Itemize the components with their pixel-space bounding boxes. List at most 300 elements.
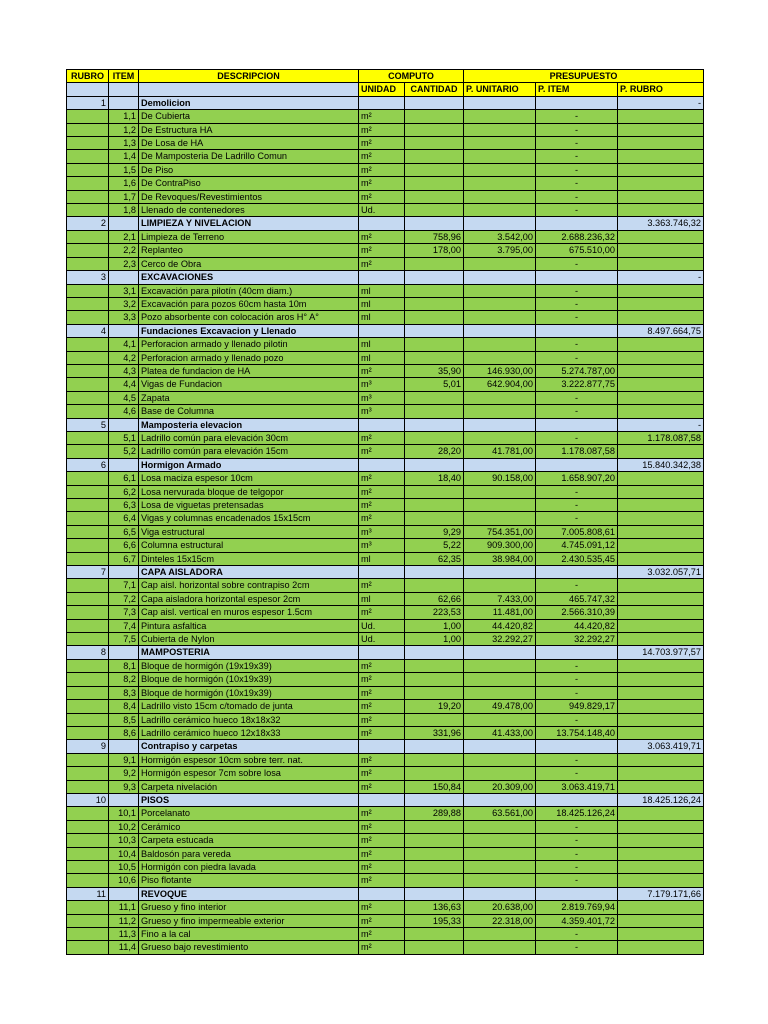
- item-price-cell[interactable]: 7.005.808,61: [536, 525, 618, 538]
- header-blank-cell[interactable]: [67, 83, 109, 96]
- rubro-cell[interactable]: [67, 512, 109, 525]
- quantity-cell[interactable]: [405, 431, 464, 444]
- rubro-cell[interactable]: 1: [67, 96, 109, 109]
- rubro-total-cell[interactable]: [618, 579, 704, 592]
- rubro-total-cell[interactable]: [618, 633, 704, 646]
- unit-price-cell[interactable]: 44.420,82: [464, 619, 536, 632]
- unit-cell[interactable]: m²: [359, 606, 405, 619]
- rubro-total-cell[interactable]: [618, 592, 704, 605]
- item-price-cell[interactable]: -: [536, 284, 618, 297]
- rubro-total-cell[interactable]: [618, 820, 704, 833]
- rubro-cell[interactable]: [67, 874, 109, 887]
- item-price-cell[interactable]: -: [536, 177, 618, 190]
- rubro-total-cell[interactable]: [618, 244, 704, 257]
- item-price-cell[interactable]: 32.292,27: [536, 633, 618, 646]
- unit-price-cell[interactable]: [464, 324, 536, 337]
- unit-price-cell[interactable]: [464, 351, 536, 364]
- unit-price-cell[interactable]: [464, 820, 536, 833]
- item-cell[interactable]: 7,5: [109, 633, 139, 646]
- description-cell[interactable]: Hormigon Armado: [139, 458, 359, 471]
- rubro-cell[interactable]: 5: [67, 418, 109, 431]
- item-price-cell[interactable]: -: [536, 767, 618, 780]
- rubro-cell[interactable]: [67, 257, 109, 270]
- description-cell[interactable]: Pozo absorbente con colocación aros H° A°: [139, 311, 359, 324]
- unit-cell[interactable]: m²: [359, 364, 405, 377]
- description-cell[interactable]: Capa aisladora horizontal espesor 2cm: [139, 592, 359, 605]
- item-cell[interactable]: 9,1: [109, 753, 139, 766]
- description-cell[interactable]: Carpeta estucada: [139, 834, 359, 847]
- description-cell[interactable]: Zapata: [139, 391, 359, 404]
- description-cell[interactable]: Ladrillo cerámico hueco 12x18x33: [139, 726, 359, 739]
- unit-cell[interactable]: Ud.: [359, 633, 405, 646]
- unit-cell[interactable]: m²: [359, 137, 405, 150]
- unit-cell[interactable]: m²: [359, 431, 405, 444]
- unit-price-cell[interactable]: 909.300,00: [464, 539, 536, 552]
- unit-price-cell[interactable]: [464, 713, 536, 726]
- item-cell[interactable]: 1,4: [109, 150, 139, 163]
- item-price-cell[interactable]: -: [536, 753, 618, 766]
- description-cell[interactable]: Perforacion armado y llenado pozo: [139, 351, 359, 364]
- item-cell[interactable]: 1,3: [109, 137, 139, 150]
- rubro-total-cell[interactable]: -: [618, 271, 704, 284]
- unit-cell[interactable]: m³: [359, 405, 405, 418]
- quantity-cell[interactable]: [405, 110, 464, 123]
- header-unidad[interactable]: UNIDAD: [359, 83, 405, 96]
- item-cell[interactable]: 9,2: [109, 767, 139, 780]
- unit-cell[interactable]: m²: [359, 753, 405, 766]
- quantity-cell[interactable]: [405, 686, 464, 699]
- quantity-cell[interactable]: [405, 311, 464, 324]
- rubro-total-cell[interactable]: [618, 847, 704, 860]
- rubro-total-cell[interactable]: [618, 338, 704, 351]
- item-price-cell[interactable]: -: [536, 860, 618, 873]
- rubro-cell[interactable]: [67, 686, 109, 699]
- item-price-cell[interactable]: 4.745.091,12: [536, 539, 618, 552]
- item-price-cell[interactable]: 3.222.877,75: [536, 378, 618, 391]
- quantity-cell[interactable]: 178,00: [405, 244, 464, 257]
- item-price-cell[interactable]: [536, 646, 618, 659]
- item-price-cell[interactable]: -: [536, 928, 618, 941]
- unit-price-cell[interactable]: 90.158,00: [464, 472, 536, 485]
- rubro-cell[interactable]: [67, 552, 109, 565]
- rubro-total-cell[interactable]: [618, 941, 704, 954]
- item-cell[interactable]: 10,6: [109, 874, 139, 887]
- description-cell[interactable]: De Cubierta: [139, 110, 359, 123]
- quantity-cell[interactable]: [405, 847, 464, 860]
- item-price-cell[interactable]: -: [536, 431, 618, 444]
- header-rubro[interactable]: RUBRO: [67, 70, 109, 83]
- unit-cell[interactable]: m²: [359, 177, 405, 190]
- quantity-cell[interactable]: 331,96: [405, 726, 464, 739]
- description-cell[interactable]: De Mamposteria De Ladrillo Comun: [139, 150, 359, 163]
- quantity-cell[interactable]: [405, 458, 464, 471]
- rubro-total-cell[interactable]: [618, 499, 704, 512]
- item-price-cell[interactable]: -: [536, 512, 618, 525]
- rubro-cell[interactable]: [67, 928, 109, 941]
- unit-price-cell[interactable]: [464, 190, 536, 203]
- rubro-cell[interactable]: [67, 726, 109, 739]
- item-price-cell[interactable]: [536, 271, 618, 284]
- unit-cell[interactable]: m²: [359, 713, 405, 726]
- description-cell[interactable]: Losa de viguetas pretensadas: [139, 499, 359, 512]
- rubro-total-cell[interactable]: [618, 860, 704, 873]
- unit-price-cell[interactable]: 41.781,00: [464, 445, 536, 458]
- unit-price-cell[interactable]: [464, 834, 536, 847]
- description-cell[interactable]: Llenado de contenedores: [139, 204, 359, 217]
- rubro-total-cell[interactable]: [618, 351, 704, 364]
- rubro-cell[interactable]: [67, 284, 109, 297]
- unit-cell[interactable]: ml: [359, 552, 405, 565]
- item-cell[interactable]: 10,5: [109, 860, 139, 873]
- description-cell[interactable]: LIMPIEZA Y NIVELACION: [139, 217, 359, 230]
- item-price-cell[interactable]: -: [536, 941, 618, 954]
- unit-price-cell[interactable]: [464, 297, 536, 310]
- item-cell[interactable]: 2,2: [109, 244, 139, 257]
- unit-price-cell[interactable]: [464, 673, 536, 686]
- rubro-cell[interactable]: [67, 485, 109, 498]
- unit-price-cell[interactable]: [464, 740, 536, 753]
- unit-price-cell[interactable]: 41.433,00: [464, 726, 536, 739]
- quantity-cell[interactable]: [405, 793, 464, 806]
- description-cell[interactable]: Grueso y fino impermeable exterior: [139, 914, 359, 927]
- rubro-total-cell[interactable]: [618, 619, 704, 632]
- rubro-total-cell[interactable]: [618, 928, 704, 941]
- item-price-cell[interactable]: -: [536, 150, 618, 163]
- item-price-cell[interactable]: [536, 96, 618, 109]
- rubro-cell[interactable]: [67, 753, 109, 766]
- rubro-cell[interactable]: [67, 297, 109, 310]
- item-price-cell[interactable]: -: [536, 405, 618, 418]
- unit-price-cell[interactable]: [464, 204, 536, 217]
- item-cell[interactable]: 4,4: [109, 378, 139, 391]
- item-cell[interactable]: 1,2: [109, 123, 139, 136]
- description-cell[interactable]: Pintura asfaltica: [139, 619, 359, 632]
- rubro-total-cell[interactable]: 3.063.419,71: [618, 740, 704, 753]
- description-cell[interactable]: Ladrillo común para elevación 30cm: [139, 431, 359, 444]
- rubro-cell[interactable]: [67, 834, 109, 847]
- rubro-cell[interactable]: [67, 901, 109, 914]
- description-cell[interactable]: Perforacion armado y llenado pilotin: [139, 338, 359, 351]
- unit-price-cell[interactable]: 11.481,00: [464, 606, 536, 619]
- quantity-cell[interactable]: [405, 190, 464, 203]
- header-blank-cell[interactable]: [139, 83, 359, 96]
- item-price-cell[interactable]: -: [536, 485, 618, 498]
- unit-cell[interactable]: m²: [359, 244, 405, 257]
- rubro-cell[interactable]: [67, 700, 109, 713]
- rubro-total-cell[interactable]: [618, 257, 704, 270]
- item-cell[interactable]: 8,1: [109, 659, 139, 672]
- item-cell[interactable]: 7,2: [109, 592, 139, 605]
- rubro-total-cell[interactable]: [618, 405, 704, 418]
- item-cell[interactable]: 6,4: [109, 512, 139, 525]
- rubro-cell[interactable]: [67, 673, 109, 686]
- quantity-cell[interactable]: [405, 713, 464, 726]
- header-blank-cell[interactable]: [109, 83, 139, 96]
- unit-price-cell[interactable]: [464, 418, 536, 431]
- rubro-total-cell[interactable]: [618, 378, 704, 391]
- quantity-cell[interactable]: [405, 659, 464, 672]
- rubro-cell[interactable]: [67, 364, 109, 377]
- rubro-cell[interactable]: [67, 499, 109, 512]
- unit-price-cell[interactable]: 32.292,27: [464, 633, 536, 646]
- unit-cell[interactable]: m²: [359, 901, 405, 914]
- item-cell[interactable]: [109, 324, 139, 337]
- description-cell[interactable]: Viga estructural: [139, 525, 359, 538]
- unit-price-cell[interactable]: [464, 941, 536, 954]
- item-price-cell[interactable]: 465.747,32: [536, 592, 618, 605]
- rubro-cell[interactable]: [67, 137, 109, 150]
- quantity-cell[interactable]: [405, 271, 464, 284]
- rubro-total-cell[interactable]: 3.032.057,71: [618, 566, 704, 579]
- description-cell[interactable]: Fino a la cal: [139, 928, 359, 941]
- item-cell[interactable]: 8,2: [109, 673, 139, 686]
- rubro-cell[interactable]: [67, 150, 109, 163]
- unit-price-cell[interactable]: [464, 793, 536, 806]
- rubro-cell[interactable]: [67, 391, 109, 404]
- rubro-cell[interactable]: [67, 445, 109, 458]
- rubro-cell[interactable]: 9: [67, 740, 109, 753]
- description-cell[interactable]: Bloque de hormigón (19x19x39): [139, 659, 359, 672]
- item-cell[interactable]: 6,2: [109, 485, 139, 498]
- description-cell[interactable]: Ladrillo visto 15cm c/tomado de junta: [139, 700, 359, 713]
- unit-cell[interactable]: m²: [359, 150, 405, 163]
- rubro-cell[interactable]: [67, 847, 109, 860]
- quantity-cell[interactable]: [405, 391, 464, 404]
- rubro-total-cell[interactable]: [618, 606, 704, 619]
- description-cell[interactable]: Excavación para pilotín (40cm diam.): [139, 284, 359, 297]
- rubro-cell[interactable]: [67, 619, 109, 632]
- description-cell[interactable]: REVOQUE: [139, 887, 359, 900]
- unit-cell[interactable]: ml: [359, 338, 405, 351]
- rubro-total-cell[interactable]: [618, 137, 704, 150]
- unit-cell[interactable]: Ud.: [359, 619, 405, 632]
- description-cell[interactable]: Excavación para pozos 60cm hasta 10m: [139, 297, 359, 310]
- item-cell[interactable]: 6,5: [109, 525, 139, 538]
- item-price-cell[interactable]: -: [536, 834, 618, 847]
- rubro-cell[interactable]: 11: [67, 887, 109, 900]
- unit-cell[interactable]: [359, 324, 405, 337]
- unit-cell[interactable]: [359, 740, 405, 753]
- unit-price-cell[interactable]: [464, 458, 536, 471]
- description-cell[interactable]: Cap aisl. vertical en muros espesor 1.5cm: [139, 606, 359, 619]
- item-price-cell[interactable]: 5.274.787,00: [536, 364, 618, 377]
- rubro-total-cell[interactable]: 18.425.126,24: [618, 793, 704, 806]
- rubro-total-cell[interactable]: [618, 525, 704, 538]
- rubro-cell[interactable]: [67, 525, 109, 538]
- header-p-item[interactable]: P. ITEM: [536, 83, 618, 96]
- unit-price-cell[interactable]: 49.478,00: [464, 700, 536, 713]
- header-presupuesto[interactable]: PRESUPUESTO: [464, 70, 704, 83]
- quantity-cell[interactable]: 195,33: [405, 914, 464, 927]
- item-cell[interactable]: 5,1: [109, 431, 139, 444]
- quantity-cell[interactable]: [405, 579, 464, 592]
- item-cell[interactable]: 4,5: [109, 391, 139, 404]
- rubro-cell[interactable]: 3: [67, 271, 109, 284]
- description-cell[interactable]: Cubierta de Nylon: [139, 633, 359, 646]
- quantity-cell[interactable]: [405, 284, 464, 297]
- item-cell[interactable]: 6,6: [109, 539, 139, 552]
- unit-cell[interactable]: m²: [359, 820, 405, 833]
- item-cell[interactable]: 3,3: [109, 311, 139, 324]
- item-price-cell[interactable]: 3.063.419,71: [536, 780, 618, 793]
- quantity-cell[interactable]: [405, 177, 464, 190]
- unit-cell[interactable]: Ud.: [359, 204, 405, 217]
- unit-cell[interactable]: m²: [359, 780, 405, 793]
- description-cell[interactable]: Losa nervurada bloque de telgopor: [139, 485, 359, 498]
- unit-cell[interactable]: m²: [359, 123, 405, 136]
- rubro-total-cell[interactable]: [618, 445, 704, 458]
- item-price-cell[interactable]: 2.688.236,32: [536, 230, 618, 243]
- description-cell[interactable]: Porcelanato: [139, 807, 359, 820]
- unit-cell[interactable]: m³: [359, 539, 405, 552]
- unit-cell[interactable]: m²: [359, 941, 405, 954]
- unit-cell[interactable]: m²: [359, 163, 405, 176]
- item-cell[interactable]: 10,3: [109, 834, 139, 847]
- unit-price-cell[interactable]: [464, 579, 536, 592]
- description-cell[interactable]: Bloque de hormigón (10x19x39): [139, 686, 359, 699]
- item-price-cell[interactable]: -: [536, 338, 618, 351]
- unit-cell[interactable]: m²: [359, 579, 405, 592]
- rubro-total-cell[interactable]: 3.363.746,32: [618, 217, 704, 230]
- rubro-total-cell[interactable]: [618, 472, 704, 485]
- quantity-cell[interactable]: 5,01: [405, 378, 464, 391]
- unit-price-cell[interactable]: [464, 499, 536, 512]
- quantity-cell[interactable]: [405, 740, 464, 753]
- description-cell[interactable]: Baldosón para vereda: [139, 847, 359, 860]
- unit-cell[interactable]: [359, 566, 405, 579]
- rubro-cell[interactable]: 8: [67, 646, 109, 659]
- item-cell[interactable]: [109, 96, 139, 109]
- unit-cell[interactable]: ml: [359, 284, 405, 297]
- rubro-total-cell[interactable]: -: [618, 96, 704, 109]
- quantity-cell[interactable]: 289,88: [405, 807, 464, 820]
- item-cell[interactable]: [109, 217, 139, 230]
- unit-price-cell[interactable]: [464, 646, 536, 659]
- unit-price-cell[interactable]: [464, 887, 536, 900]
- unit-cell[interactable]: [359, 458, 405, 471]
- unit-cell[interactable]: m²: [359, 659, 405, 672]
- quantity-cell[interactable]: [405, 753, 464, 766]
- item-cell[interactable]: 6,7: [109, 552, 139, 565]
- unit-cell[interactable]: [359, 217, 405, 230]
- item-price-cell[interactable]: -: [536, 311, 618, 324]
- unit-cell[interactable]: m²: [359, 874, 405, 887]
- item-price-cell[interactable]: 2.566.310,39: [536, 606, 618, 619]
- item-price-cell[interactable]: -: [536, 847, 618, 860]
- rubro-total-cell[interactable]: [618, 834, 704, 847]
- unit-cell[interactable]: [359, 96, 405, 109]
- item-cell[interactable]: 3,2: [109, 297, 139, 310]
- unit-price-cell[interactable]: [464, 928, 536, 941]
- quantity-cell[interactable]: [405, 150, 464, 163]
- item-price-cell[interactable]: -: [536, 190, 618, 203]
- header-item[interactable]: ITEM: [109, 70, 139, 83]
- item-price-cell[interactable]: [536, 458, 618, 471]
- rubro-cell[interactable]: 4: [67, 324, 109, 337]
- item-price-cell[interactable]: -: [536, 499, 618, 512]
- unit-cell[interactable]: m²: [359, 914, 405, 927]
- item-cell[interactable]: [109, 740, 139, 753]
- item-cell[interactable]: 9,3: [109, 780, 139, 793]
- unit-price-cell[interactable]: 754.351,00: [464, 525, 536, 538]
- rubro-cell[interactable]: [67, 914, 109, 927]
- quantity-cell[interactable]: [405, 204, 464, 217]
- unit-cell[interactable]: ml: [359, 351, 405, 364]
- rubro-total-cell[interactable]: [618, 485, 704, 498]
- item-price-cell[interactable]: 675.510,00: [536, 244, 618, 257]
- item-price-cell[interactable]: [536, 418, 618, 431]
- unit-price-cell[interactable]: 7.433,00: [464, 592, 536, 605]
- item-cell[interactable]: 3,1: [109, 284, 139, 297]
- quantity-cell[interactable]: 19,20: [405, 700, 464, 713]
- item-price-cell[interactable]: 2.819.769,94: [536, 901, 618, 914]
- rubro-cell[interactable]: [67, 659, 109, 672]
- rubro-cell[interactable]: [67, 351, 109, 364]
- quantity-cell[interactable]: [405, 351, 464, 364]
- item-cell[interactable]: 6,3: [109, 499, 139, 512]
- rubro-total-cell[interactable]: [618, 753, 704, 766]
- item-cell[interactable]: 8,5: [109, 713, 139, 726]
- rubro-total-cell[interactable]: [618, 150, 704, 163]
- unit-cell[interactable]: m²: [359, 807, 405, 820]
- quantity-cell[interactable]: [405, 566, 464, 579]
- item-cell[interactable]: 4,6: [109, 405, 139, 418]
- unit-cell[interactable]: m³: [359, 525, 405, 538]
- rubro-cell[interactable]: [67, 941, 109, 954]
- rubro-cell[interactable]: [67, 606, 109, 619]
- item-cell[interactable]: 11,4: [109, 941, 139, 954]
- description-cell[interactable]: Hormigón espesor 10cm sobre terr. nat.: [139, 753, 359, 766]
- description-cell[interactable]: Vigas y columnas encadenados 15x15cm: [139, 512, 359, 525]
- rubro-total-cell[interactable]: 7.179.171,66: [618, 887, 704, 900]
- quantity-cell[interactable]: [405, 834, 464, 847]
- unit-cell[interactable]: m²: [359, 190, 405, 203]
- unit-price-cell[interactable]: [464, 659, 536, 672]
- description-cell[interactable]: De Revoques/Revestimientos: [139, 190, 359, 203]
- item-price-cell[interactable]: -: [536, 110, 618, 123]
- unit-price-cell[interactable]: [464, 311, 536, 324]
- header-cantidad[interactable]: CANTIDAD: [405, 83, 464, 96]
- item-price-cell[interactable]: [536, 566, 618, 579]
- header-p-rubro[interactable]: P. RUBRO: [618, 83, 704, 96]
- unit-price-cell[interactable]: [464, 177, 536, 190]
- rubro-cell[interactable]: [67, 163, 109, 176]
- item-price-cell[interactable]: 18.425.126,24: [536, 807, 618, 820]
- rubro-cell[interactable]: [67, 244, 109, 257]
- item-price-cell[interactable]: 44.420,82: [536, 619, 618, 632]
- unit-price-cell[interactable]: [464, 150, 536, 163]
- quantity-cell[interactable]: [405, 217, 464, 230]
- unit-price-cell[interactable]: [464, 431, 536, 444]
- item-price-cell[interactable]: -: [536, 163, 618, 176]
- item-cell[interactable]: 11,2: [109, 914, 139, 927]
- rubro-total-cell[interactable]: [618, 914, 704, 927]
- quantity-cell[interactable]: 223,53: [405, 606, 464, 619]
- unit-cell[interactable]: [359, 271, 405, 284]
- item-price-cell[interactable]: -: [536, 659, 618, 672]
- unit-price-cell[interactable]: [464, 338, 536, 351]
- rubro-total-cell[interactable]: [618, 901, 704, 914]
- rubro-total-cell[interactable]: [618, 659, 704, 672]
- quantity-cell[interactable]: [405, 324, 464, 337]
- rubro-total-cell[interactable]: [618, 110, 704, 123]
- unit-cell[interactable]: m²: [359, 110, 405, 123]
- unit-cell[interactable]: m²: [359, 860, 405, 873]
- unit-price-cell[interactable]: [464, 860, 536, 873]
- rubro-total-cell[interactable]: [618, 686, 704, 699]
- item-price-cell[interactable]: [536, 217, 618, 230]
- item-cell[interactable]: [109, 418, 139, 431]
